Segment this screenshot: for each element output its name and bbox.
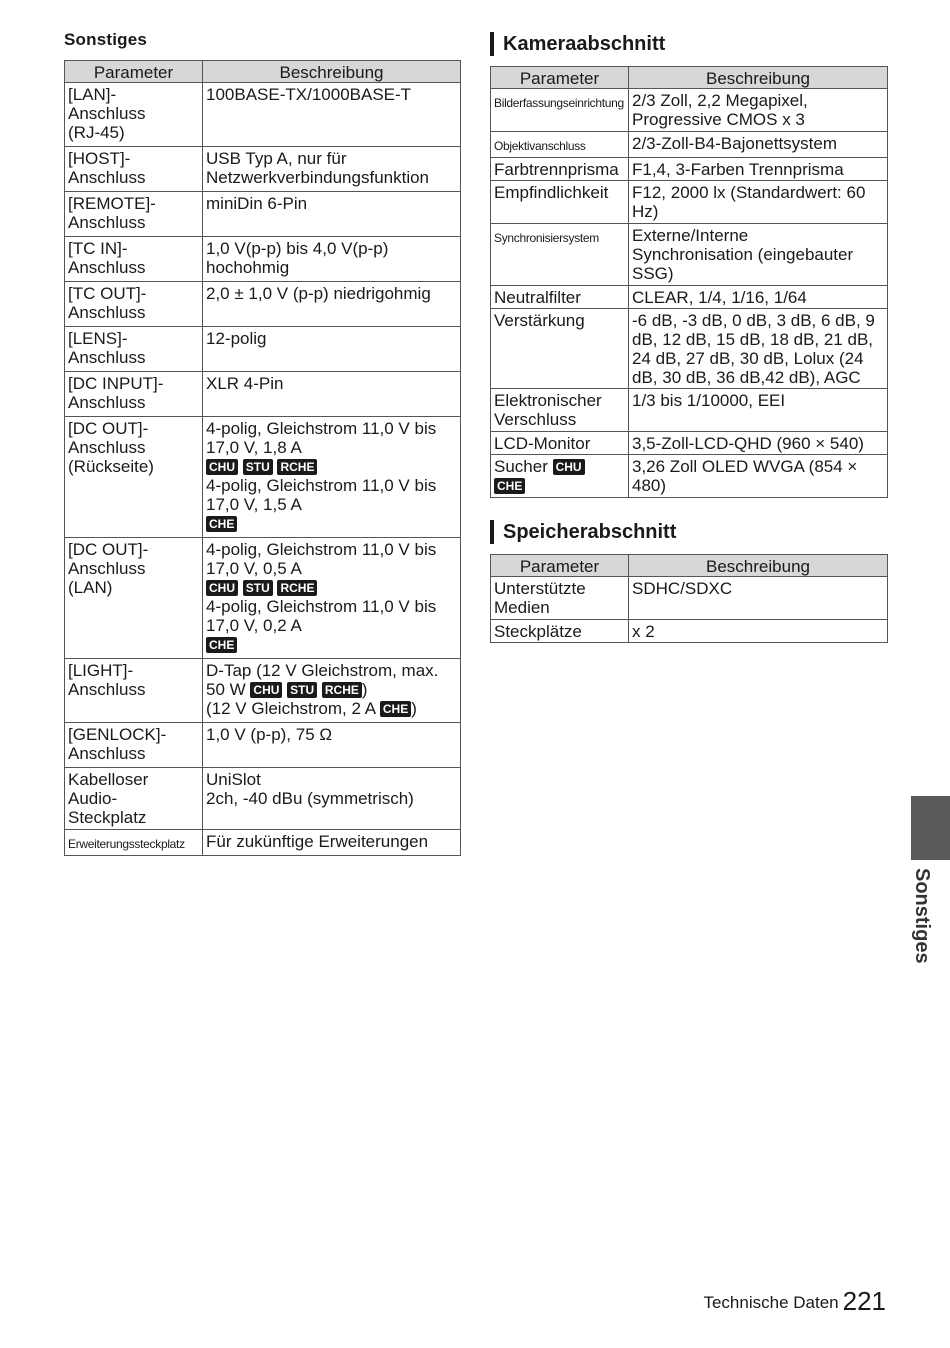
desc-cell: XLR 4-Pin	[203, 372, 461, 417]
table-row	[491, 389, 888, 432]
table-header-row	[491, 555, 888, 577]
desc-cell: 4-polig, Gleichstrom 11,0 V bis 17,0 V, 0,5 A CHU STU RCHE 4-polig, Gleichstrom 11,0 V bis 17,0 V, 0,2 A CHE	[203, 538, 461, 659]
param-cell: Synchronisiersystem	[491, 224, 629, 286]
section-title-sonstiges: Sonstiges	[64, 30, 148, 49]
header-beschreibung: Beschreibung	[629, 555, 888, 577]
param-cell: Steckplätze	[491, 620, 629, 643]
param-cell: Farbtrennprisma	[491, 158, 629, 181]
desc-cell: 1,0 V (p-p), 75 Ω	[203, 723, 461, 768]
desc-cell: 100BASE-TX/1000BASE-T	[203, 83, 461, 147]
param-cell: [TC OUT]- Anschluss	[65, 282, 203, 327]
table-row	[491, 158, 888, 181]
table-row	[491, 89, 888, 132]
table-row	[65, 372, 461, 417]
table-header-row	[491, 67, 888, 89]
desc-cell: Externe/Interne Synchronisation (eingebauter SSG)	[629, 224, 888, 286]
table-row	[65, 830, 461, 856]
badge-rche: RCHE	[322, 682, 362, 698]
page-number: 221	[842, 1286, 886, 1316]
page-footer	[703, 1286, 886, 1317]
param-cell: Erweiterungssteckplatz	[65, 830, 203, 856]
badge-chu: CHU	[250, 682, 282, 698]
desc-cell: SDHC/SDXC	[629, 577, 888, 620]
table-row	[491, 620, 888, 643]
sonstiges-table	[64, 60, 461, 856]
header-beschreibung: Beschreibung	[629, 67, 888, 89]
param-cell: Unterstützte Medien	[491, 577, 629, 620]
param-cell: [DC INPUT]- Anschluss	[65, 372, 203, 417]
table-row	[65, 659, 461, 723]
param-cell: Elektronischer Verschluss	[491, 389, 629, 432]
table-row	[491, 181, 888, 224]
param-cell: Empfindlichkeit	[491, 181, 629, 224]
kamera-table	[490, 66, 888, 498]
desc-cell: 4-polig, Gleichstrom 11,0 V bis 17,0 V, 1,8 A CHU STU RCHE 4-polig, Gleichstrom 11,0 V bis 17,0 V, 1,5 A CHE	[203, 417, 461, 538]
table-row	[65, 417, 461, 538]
param-cell: [LENS]- Anschluss	[65, 327, 203, 372]
desc-cell: F1,4, 3-Farben Trennprisma	[629, 158, 888, 181]
desc-cell: USB Typ A, nur für Netzwerkverbindungsfunktion	[203, 147, 461, 192]
table-row	[491, 224, 888, 286]
footer-label: Technische Daten	[703, 1293, 839, 1312]
table-header-row	[65, 61, 461, 83]
param-cell: Kabelloser Audio- Steckplatz	[65, 768, 203, 830]
badge-chu: CHU	[553, 459, 585, 475]
desc-cell: 3,26 Zoll OLED WVGA (854 × 480)	[629, 455, 888, 498]
desc-cell: UniSlot 2ch, -40 dBu (symmetrisch)	[203, 768, 461, 830]
table-row	[65, 327, 461, 372]
table-row	[491, 455, 888, 498]
table-row	[491, 309, 888, 389]
param-cell: Bilderfassungseinrichtung	[491, 89, 629, 132]
section-title-kamera: Kameraabschnitt	[490, 32, 665, 56]
param-cell: [HOST]- Anschluss	[65, 147, 203, 192]
desc-cell: x 2	[629, 620, 888, 643]
param-cell: [LIGHT]- Anschluss	[65, 659, 203, 723]
param-cell: [TC IN]- Anschluss	[65, 237, 203, 282]
table-row	[65, 83, 461, 147]
table-row	[65, 282, 461, 327]
badge-che: CHE	[206, 637, 237, 653]
badge-che: CHE	[494, 478, 525, 494]
badge-stu: STU	[287, 682, 317, 698]
param-cell: [REMOTE]- Anschluss	[65, 192, 203, 237]
header-beschreibung: Beschreibung	[203, 61, 461, 83]
table-row	[65, 538, 461, 659]
badge-rche: RCHE	[277, 459, 317, 475]
table-row	[65, 768, 461, 830]
param-cell: Objektivanschluss	[491, 132, 629, 158]
desc-cell: 12-polig	[203, 327, 461, 372]
badge-chu: CHU	[206, 459, 238, 475]
speicher-table	[490, 554, 888, 643]
param-cell: Verstärkung	[491, 309, 629, 389]
desc-cell: F12, 2000 lx (Standardwert: 60 Hz)	[629, 181, 888, 224]
desc-cell: Für zukünftige Erweiterungen	[203, 830, 461, 856]
header-parameter: Parameter	[491, 555, 629, 577]
param-cell: [LAN]- Anschluss (RJ-45)	[65, 83, 203, 147]
badge-stu: STU	[243, 580, 273, 596]
param-cell: Neutralfilter	[491, 286, 629, 309]
param-cell: Sucher CHU CHE	[491, 455, 629, 498]
param-cell: LCD-Monitor	[491, 432, 629, 455]
section-title-speicher: Speicherabschnitt	[490, 520, 676, 544]
table-row	[491, 132, 888, 158]
table-row	[65, 192, 461, 237]
desc-cell: 1/3 bis 1/10000, EEI	[629, 389, 888, 432]
badge-che: CHE	[206, 516, 237, 532]
desc-cell: miniDin 6-Pin	[203, 192, 461, 237]
header-parameter: Parameter	[491, 67, 629, 89]
table-row	[491, 577, 888, 620]
desc-cell: 2/3 Zoll, 2,2 Megapixel, Progressive CMOS x 3	[629, 89, 888, 132]
badge-stu: STU	[243, 459, 273, 475]
table-row	[65, 723, 461, 768]
table-row	[65, 147, 461, 192]
badge-chu: CHU	[206, 580, 238, 596]
desc-cell: CLEAR, 1/4, 1/16, 1/64	[629, 286, 888, 309]
badge-rche: RCHE	[277, 580, 317, 596]
desc-cell: -6 dB, -3 dB, 0 dB, 3 dB, 6 dB, 9 dB, 12 dB, 15 dB, 18 dB, 21 dB, 24 dB, 27 dB, 30 dB, Lolux (24 dB, 30 dB, 36 dB,42 dB), AGC	[629, 309, 888, 389]
param-cell: [GENLOCK]- Anschluss	[65, 723, 203, 768]
table-row	[491, 432, 888, 455]
param-cell: [DC OUT]- Anschluss (LAN)	[65, 538, 203, 659]
badge-che: CHE	[380, 701, 411, 717]
table-row	[491, 286, 888, 309]
desc-cell: 3,5-Zoll-LCD-QHD (960 × 540)	[629, 432, 888, 455]
desc-cell: 2/3-Zoll-B4-Bajonettsystem	[629, 132, 888, 158]
header-parameter: Parameter	[65, 61, 203, 83]
desc-cell: 2,0 ± 1,0 V (p-p) niedrigohmig	[203, 282, 461, 327]
side-tab-label: Sonstiges	[911, 868, 933, 964]
desc-cell: 1,0 V(p-p) bis 4,0 V(p-p) hochohmig	[203, 237, 461, 282]
param-cell: [DC OUT]- Anschluss (Rückseite)	[65, 417, 203, 538]
desc-cell: D-Tap (12 V Gleichstrom, max. 50 W CHU STU RCHE ) (12 V Gleichstrom, 2 A CHE )	[203, 659, 461, 723]
side-tab-marker	[911, 796, 950, 860]
table-row	[65, 237, 461, 282]
